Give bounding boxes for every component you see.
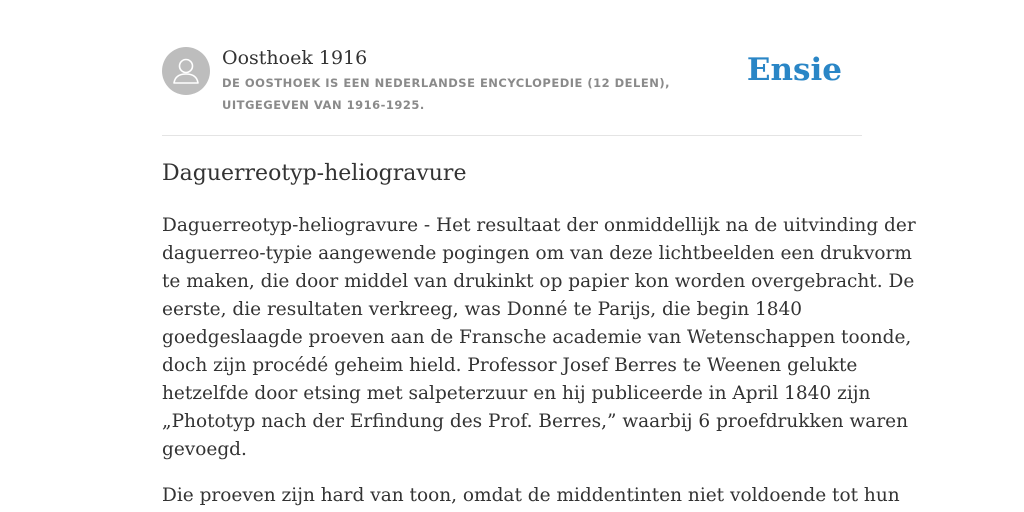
source-description: DE OOSTHOEK IS EEN NEDERLANDSE ENCYCLOPEDIE (12 DELEN), UITGEGEVEN VAN 1916-1925. xyxy=(222,76,670,112)
source-header xyxy=(162,46,862,136)
paragraph-line: Daguerreotyp-heliogravure - Het resultaat der onmiddellijk na de uitvinding der xyxy=(162,215,916,236)
paragraph-2 xyxy=(162,482,900,510)
article-title: Daguerreotyp-heliogravure xyxy=(162,161,467,186)
user-icon xyxy=(162,47,210,95)
paragraph-line: daguerreo-typie aangewende pogingen om van deze lichtbeelden een drukvorm xyxy=(162,243,912,264)
paragraph-line: gevoegd. xyxy=(162,439,247,460)
paragraph-line: eerste, die resultaten verkreeg, was Donné te Parijs, die begin 1840 xyxy=(162,299,803,320)
paragraph-line: Die proeven zijn hard van toon, omdat de middentinten niet voldoende tot hun xyxy=(162,485,900,506)
paragraph-line: doch zijn procédé geheim hield. Professor Josef Berres te Weenen gelukte xyxy=(162,355,858,376)
paragraph-line: hetzelfde door etsing met salpeterzuur en hij publiceerde in April 1840 zijn xyxy=(162,383,871,404)
article-body xyxy=(162,212,916,512)
source-avatar[interactable] xyxy=(162,47,210,95)
source-title[interactable]: Oosthoek 1916 xyxy=(222,47,368,69)
paragraph-1 xyxy=(162,212,916,464)
paragraph-line: goedgeslaagde proeven aan de Fransche academie van Wetenschappen toonde, xyxy=(162,327,912,348)
ensie-logo[interactable]: Ensie xyxy=(746,52,842,88)
paragraph-line: „Phototyp nach der Erfindung des Prof. Berres,” waarbij 6 proefdrukken waren xyxy=(162,411,909,432)
paragraph-line: te maken, die door middel van drukinkt op papier kon worden overgebracht. De xyxy=(162,271,915,292)
